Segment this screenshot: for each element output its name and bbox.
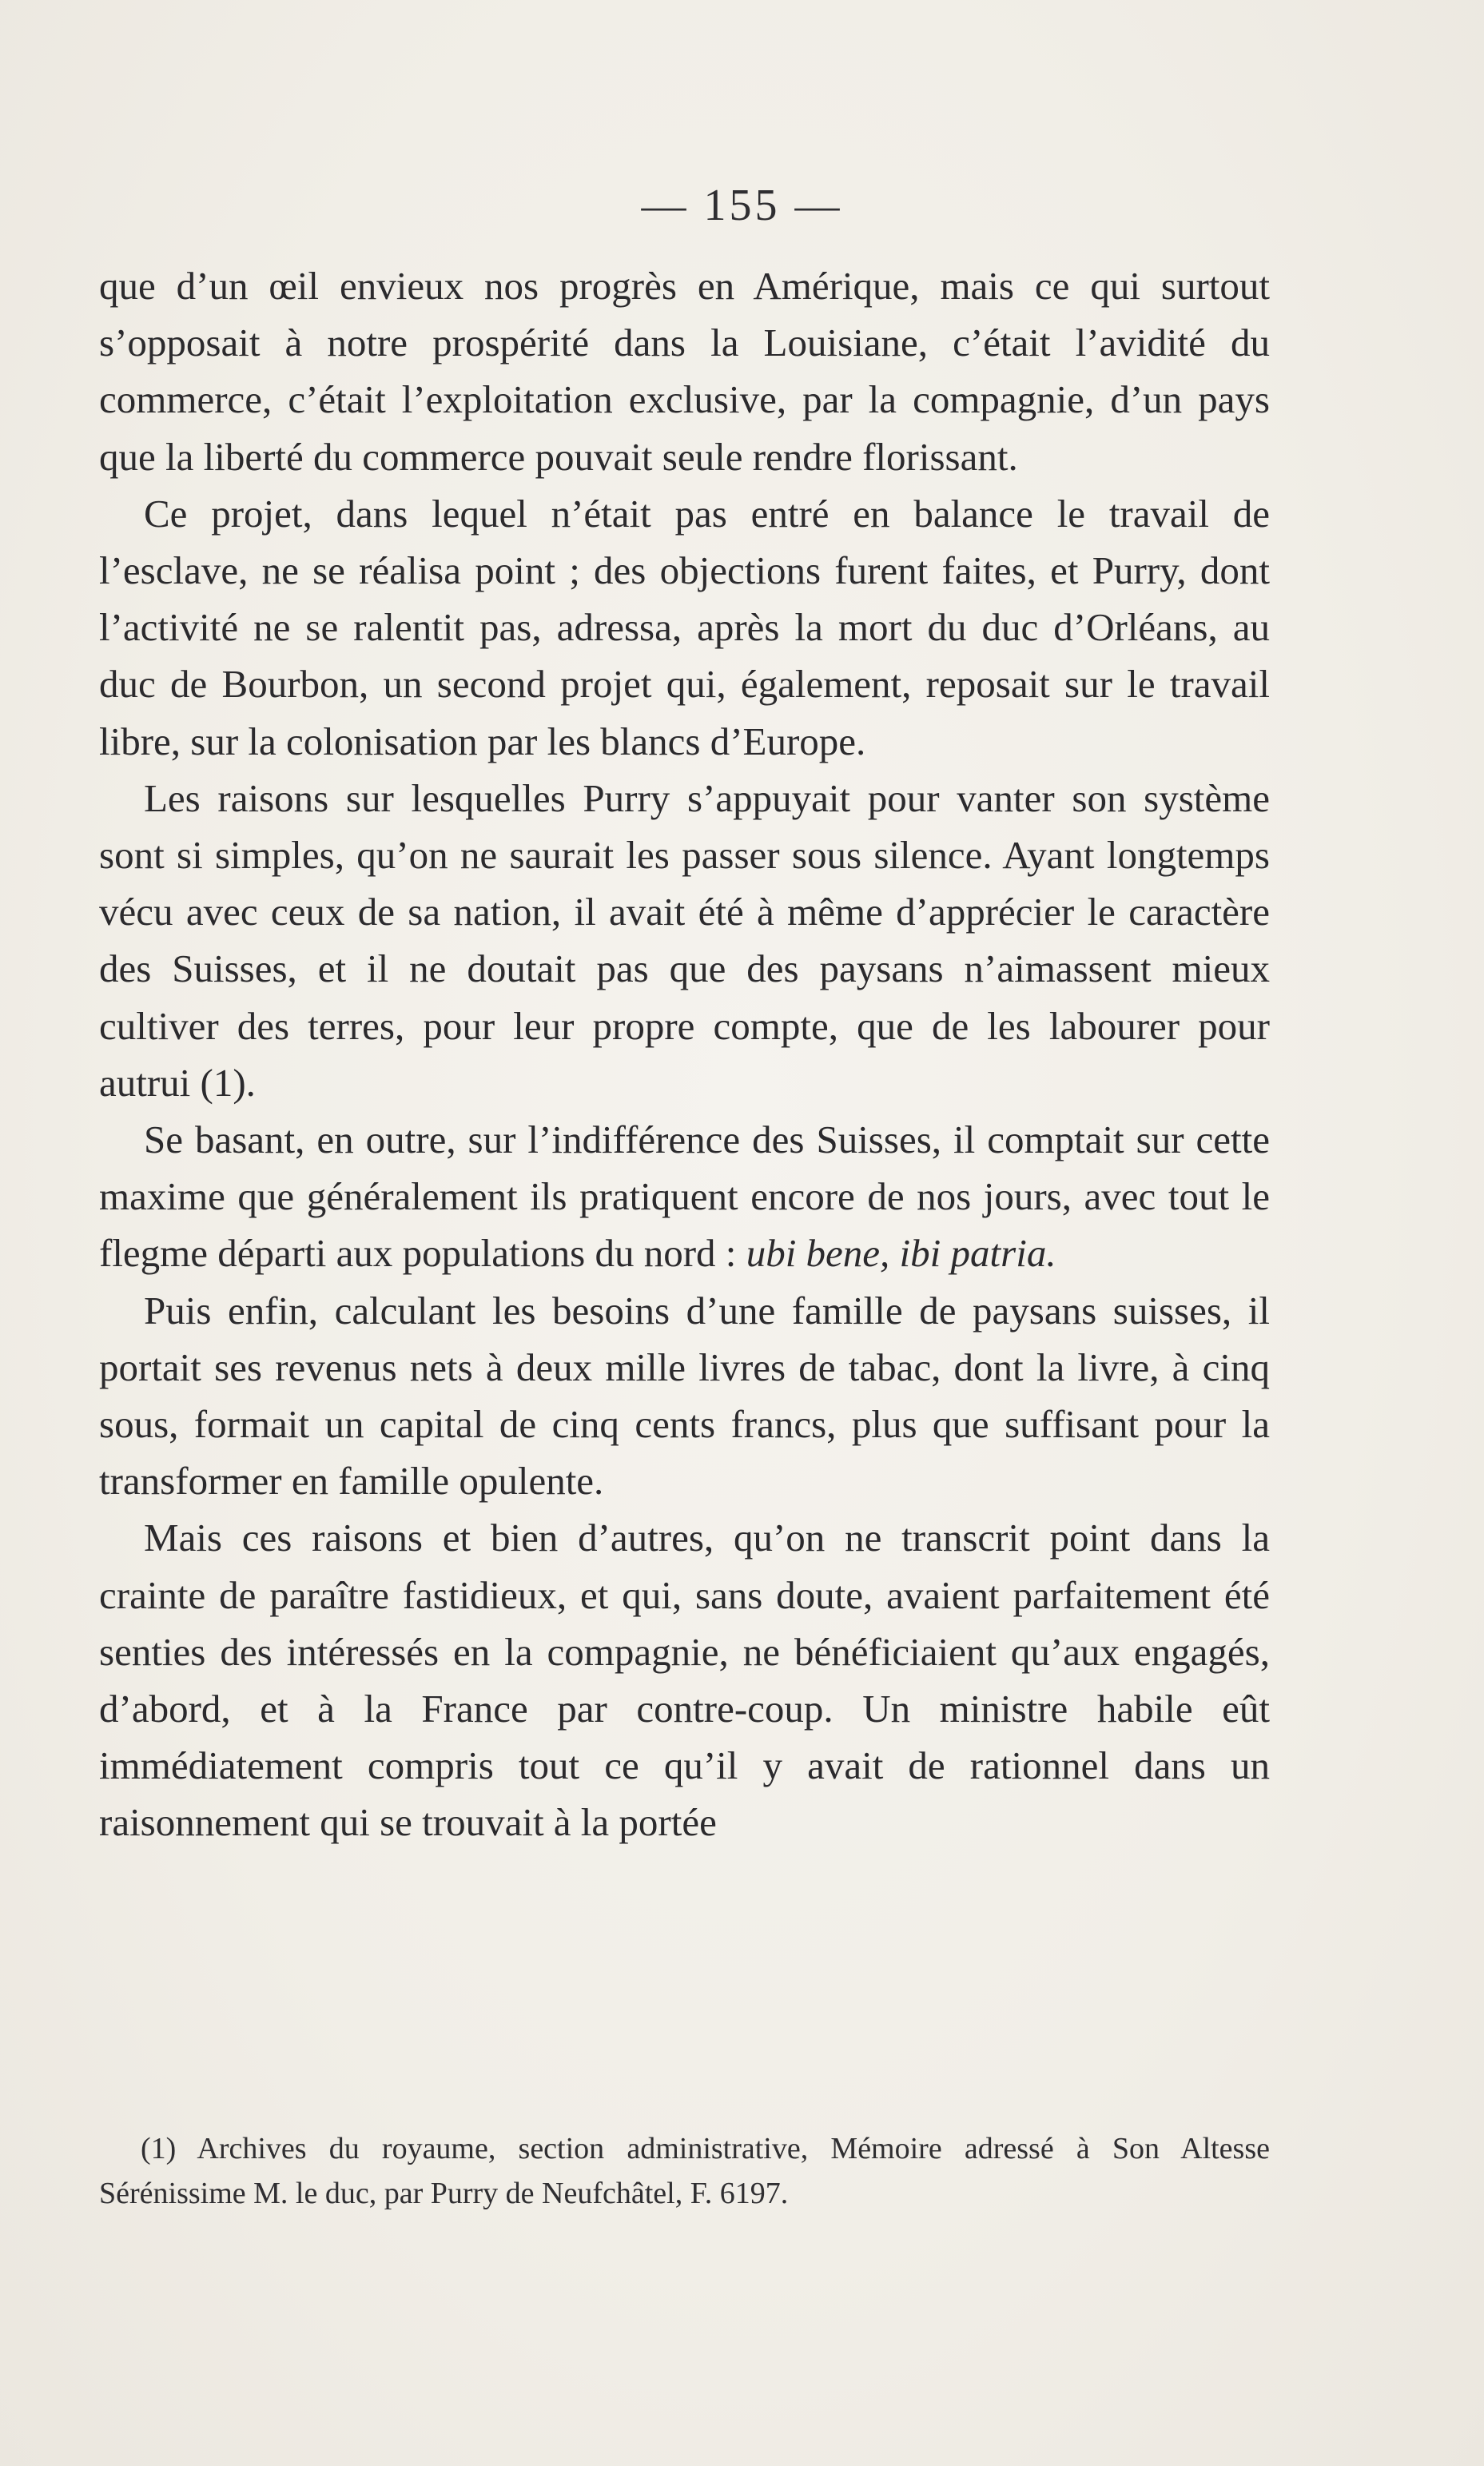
paragraph-3: Les raisons sur lesquelles Purry s’appuyait pour vanter son système sont si simples, qu’on ne saurait les passer sous silence. Ayant longtemps vécu avec ceux de sa nation, il avait été à même d’apprécier le caractère des Suisses, et il ne doutait pas que des paysans n’aimassent mieux cultiver des terres, pour leur propre compte, que de les labourer pour autrui (1).	[99, 775, 1270, 1105]
paragraph-4	[99, 1111, 1270, 1282]
paragraph-4-text: Se basant, en outre, sur l’indifférence des Suisses, il comptait sur cette maxime que généralement ils pratiquent encore de nos jours, avec tout le flegme départi aux populations du nord :	[99, 1117, 1270, 1276]
footnote	[99, 2126, 1270, 2216]
paragraph-4-latin-phrase: ubi bene, ibi patria.	[746, 1231, 1056, 1276]
body-text	[99, 257, 1270, 1851]
page-number: — 155 —	[641, 181, 843, 230]
footnote-text: (1) Archives du royaume, section administrative, Mémoire adressé à Son Altesse Sérénissime M. le duc, par Purry de Neufchâtel, F. 6197.	[99, 2132, 1270, 2210]
paragraph-5: Puis enfin, calculant les besoins d’une famille de paysans suisses, il portait ses revenus nets à deux mille livres de tabac, dont la livre, à cinq sous, formait un capital de cinq cents francs, plus que suffisant pour la transformer en famille opulente.	[99, 1288, 1270, 1504]
paragraph-1: que d’un œil envieux nos progrès en Amérique, mais ce qui surtout s’opposait à notre prospérité dans la Louisiane, c’était l’avidité du commerce, c’était l’exploitation exclusive, par la compagnie, d’un pays que la liberté du commerce pouvait seule rendre florissant.	[99, 264, 1270, 479]
paragraph-6: Mais ces raisons et bien d’autres, qu’on ne transcrit point dans la crainte de paraître fastidieux, et qui, sans doute, avaient parfaitement été senties des intéressés en la compagnie, ne bénéficiaient qu’aux engagés, d’abord, et à la France par contre-coup. Un ministre habile eût immédiatement compris tout ce qu’il y avait de rationnel dans un raisonnement qui se trouvait à la portée	[99, 1516, 1270, 1845]
paragraph-2: Ce projet, dans lequel n’était pas entré en balance le travail de l’esclave, ne se réalisa point ; des objections furent faites, et Purry, dont l’activité ne se ralentit pas, adressa, après la mort du duc d’Orléans, au duc de Bourbon, un second projet qui, également, reposait sur le travail libre, sur la colonisation par les blancs d’Europe.	[99, 491, 1270, 763]
